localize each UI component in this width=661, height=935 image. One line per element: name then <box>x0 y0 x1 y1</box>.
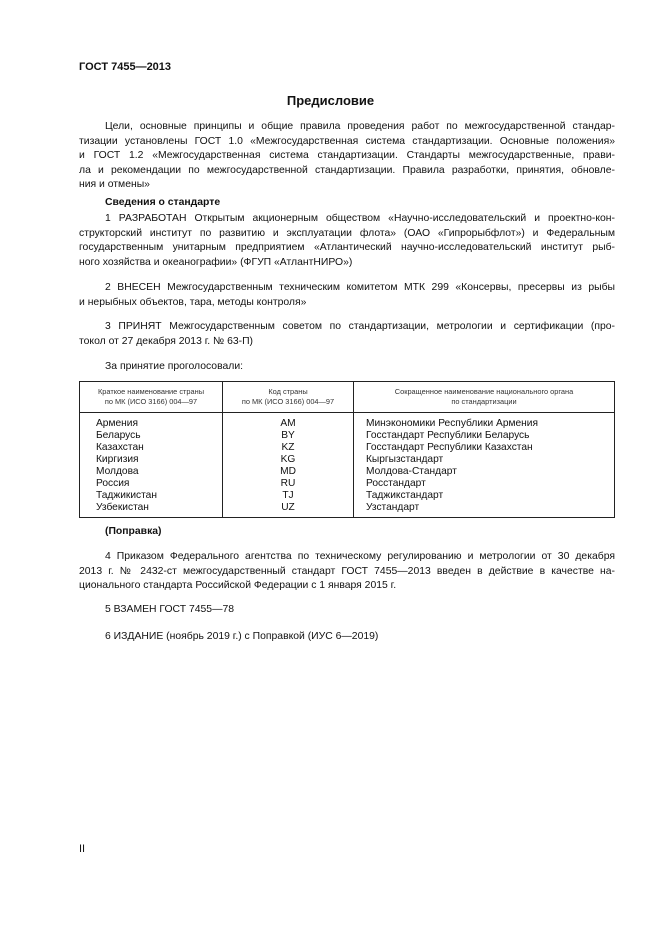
table-row <box>80 413 615 431</box>
item-2-line: и нерыбных объектов, тара, методы контроля» <box>79 296 307 308</box>
item-4-line: 2013 г. № 2432-ст межгосударственный стандарт ГОСТ 7455—2013 введен в действие в качестве на- <box>79 565 615 577</box>
header-national-body: Сокращенное наименование национального органа по стандартизации <box>354 382 615 413</box>
country-cell: Беларусь <box>80 430 223 442</box>
amendment-label: (Поправка) <box>105 526 162 537</box>
table-header-row <box>80 382 615 413</box>
country-cell: Казахстан <box>80 442 223 454</box>
item-1-line: 1 РАЗРАБОТАН Открытым акционерным обществом «Научно-исследовательский и проектно-кон- <box>105 213 615 224</box>
item-3-line: токол от 27 декабря 2013 г. № 63-П) <box>79 335 254 347</box>
item-1-paragraph <box>79 212 615 270</box>
country-cell: Киргизия <box>80 454 223 466</box>
table-row <box>80 442 615 454</box>
code-cell: MD <box>223 466 354 478</box>
intro-line: ла и рекомендации по межгосударственной стандартизации. Правила разработки, принятия, обновле- <box>79 164 615 176</box>
table-row <box>80 490 615 502</box>
country-cell: Россия <box>80 478 223 490</box>
item-3-line: 3 ПРИНЯТ Межгосударственным советом по стандартизации, метрологии и сертификации (про- <box>105 321 615 332</box>
intro-line: тизации установлены ГОСТ 1.0 «Межгосударственная система стандартизации. Основные положения» <box>79 135 615 147</box>
code-cell: BY <box>223 430 354 442</box>
header-code: Код страны по МК (ИСО 3166) 004—97 <box>223 382 354 413</box>
code-cell: TJ <box>223 490 354 502</box>
intro-line: Цели, основные принципы и общие правила проведения работ по межгосударственной стандар- <box>105 121 615 132</box>
intro-paragraph <box>79 120 615 193</box>
item-2-paragraph <box>79 281 615 310</box>
item-1-line: структорский институт по развитию и эксплуатации флота» (ОАО «Гипрорыбфлот») и Федеральным <box>79 227 615 239</box>
table-row <box>80 502 615 518</box>
item-4-paragraph <box>79 550 615 594</box>
table-row <box>80 478 615 490</box>
country-cell: Молдова <box>80 466 223 478</box>
table-row <box>80 430 615 442</box>
table-row <box>80 454 615 466</box>
country-cell: Армения <box>80 413 223 431</box>
code-cell: KZ <box>223 442 354 454</box>
page-title: Предисловие <box>286 93 375 108</box>
body-cell: Таджикстандарт <box>354 490 615 502</box>
code-cell: AM <box>223 413 354 431</box>
item-4-line: ционального стандарта Российской Федерации с 1 января 2015 г. <box>79 580 397 591</box>
header-country: Краткое наименование страны по МК (ИСО 3166) 004—97 <box>80 382 223 413</box>
country-cell: Узбекистан <box>80 502 223 518</box>
body-cell: Молдова-Стандарт <box>354 466 615 478</box>
intro-line: и ГОСТ 1.2 «Межгосударственная система стандартизации. Стандарты межгосударственные, прави- <box>79 150 615 161</box>
item-4-line: 4 Приказом Федерального агентства по техническому регулированию и метрологии от 30 декабря <box>105 551 615 562</box>
item-2-line: 2 ВНЕСЕН Межгосударственным техническим комитетом МТК 299 «Консервы, пресервы из рыбы <box>105 282 615 293</box>
item-3-paragraph <box>79 320 615 349</box>
document-code: ГОСТ 7455—2013 <box>79 61 172 73</box>
body-cell: Госстандарт Республики Беларусь <box>354 430 615 442</box>
voting-table <box>79 381 615 518</box>
page-number: II <box>79 843 86 855</box>
table-row <box>80 466 615 478</box>
body-cell: Минэкономики Республики Армения <box>354 413 615 431</box>
item-1-line: государственным унитарным предприятием «Атлантический научно-исследовательский институт рыб- <box>79 242 615 253</box>
voted-label: За принятие проголосовали: <box>105 361 244 372</box>
code-cell: UZ <box>223 502 354 518</box>
item-5: 5 ВЗАМЕН ГОСТ 7455—78 <box>105 604 235 615</box>
code-cell: KG <box>223 454 354 466</box>
item-1-line: ного хозяйства и океанографии» (ФГУП «АтлантНИРО») <box>79 256 353 268</box>
code-cell: RU <box>223 478 354 490</box>
about-heading: Сведения о стандарте <box>105 197 221 208</box>
intro-line: ния и отмены» <box>79 179 150 190</box>
body-cell: Кыргызстандарт <box>354 454 615 466</box>
country-cell: Таджикистан <box>80 490 223 502</box>
body-cell: Госстандарт Республики Казахстан <box>354 442 615 454</box>
body-cell: Росстандарт <box>354 478 615 490</box>
item-6: 6 ИЗДАНИЕ (ноябрь 2019 г.) с Поправкой (ИУС 6—2019) <box>105 631 379 642</box>
body-cell: Узстандарт <box>354 502 615 518</box>
